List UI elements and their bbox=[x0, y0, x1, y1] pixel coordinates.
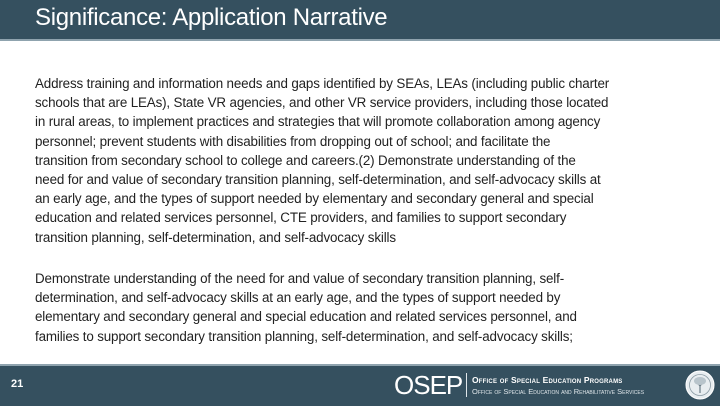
text-line: education and related services personnel, CTE providers, and families to support secondary bbox=[35, 210, 567, 226]
paragraph-1 bbox=[35, 74, 609, 247]
text-line: families to support secondary transition planning, self-determination, and self-advocacy skills; bbox=[35, 328, 573, 344]
text-line: personnel; prevent students with disabilities from dropping out of school; and facilitate the bbox=[35, 133, 551, 149]
department-seal-icon bbox=[685, 370, 715, 400]
text-line: Address training and information needs and gaps identified by SEAs, LEAs (including public charter bbox=[35, 76, 610, 91]
text-line: transition from secondary school to college and careers.(2) Demonstrate understanding of the bbox=[35, 152, 576, 168]
page-number: 21 bbox=[11, 378, 24, 390]
text-line: transition planning, self-determination, and self-advocacy skills bbox=[35, 229, 396, 245]
org-name-primary: Office of Special Education Programs bbox=[472, 375, 623, 385]
slide-footer bbox=[0, 364, 720, 406]
text-line: elementary and secondary general and special education and related services personnel, and bbox=[35, 309, 577, 325]
org-name-secondary: Office of Special Education and Rehabilitative Services bbox=[472, 387, 645, 396]
slide-title: Significance: Application Narrative bbox=[35, 4, 388, 31]
text-line: in rural areas, to implement practices and strategies that will promote collaboration among agency bbox=[35, 114, 601, 130]
paragraph-2 bbox=[35, 269, 577, 346]
text-line: determination, and self-advocacy skills at an early age, and the types of support needed by bbox=[35, 290, 561, 306]
osep-logo: OSEP bbox=[394, 370, 463, 400]
slide-header bbox=[0, 0, 720, 41]
text-line: schools that are LEAs), State VR agencies, and other VR service providers, including those located bbox=[35, 95, 609, 111]
text-line: need for and value of secondary transition planning, self-determination, and self-advocacy skills at bbox=[35, 172, 601, 188]
text-line: Demonstrate understanding of the need for and value of secondary transition planning, self- bbox=[35, 271, 565, 286]
logo-divider bbox=[466, 373, 467, 397]
text-line: an early age, and the types of support needed by elementary and secondary general and special bbox=[35, 191, 594, 207]
